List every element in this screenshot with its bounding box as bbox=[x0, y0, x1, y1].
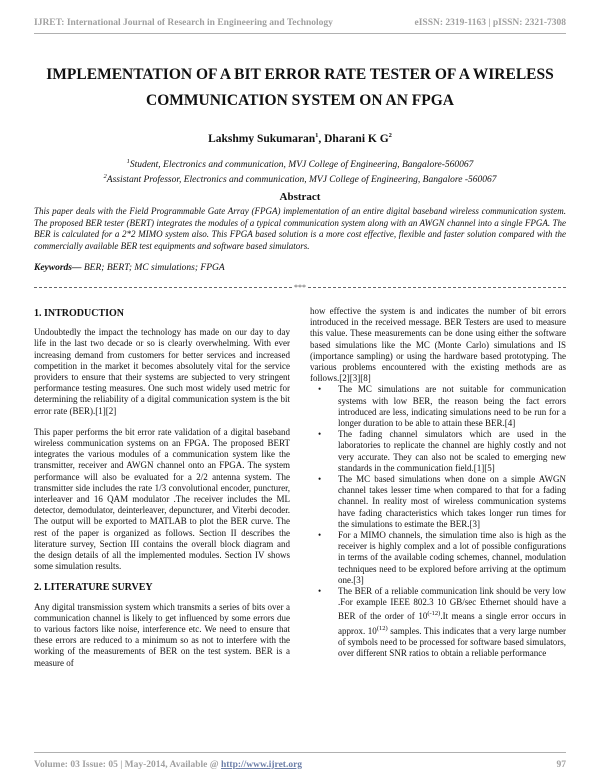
footer-volume-text: Volume: 03 Issue: 05 | May-2014, Available @ bbox=[34, 760, 221, 770]
section-literature-heading: 2. LITERATURE SURVEY bbox=[34, 582, 153, 594]
intro-paragraph-2: This paper performs the bit error rate validation of a digital baseband wireless communication systems on an FPGA. The proposed BERT integrates the various modules of a communication system like the transmitter, receiver and AWGN channel onto an FPGA. The system performance will also be evaluated for a 2/2 antenna system. The transmitter side includes the rate 1/3 convolutional encoder, puncturer, interleaver and 16 QAM modulator .The receiver includes the ML detector, demodulator, deinterleaver, depuncturer, and Viterbi decoder. The output will be exported to MATLAB to plot the BER curve. The rest of the paper is organized as follows. Section II describes the literature survey, Section III contains the overall block diagram and the design details of all the implemented modules. Section IV shows some simulation results. bbox=[34, 426, 290, 572]
literature-paragraph-1: Any digital transmission system which transmits a series of bits over a communication channel is likely to get influenced by some errors due to various factors like noise, interference etc. We need to ensure that these errors are reduced to a minimum so as not to interfere with the working of the measurements of BER on the test system. BER is a measure of bbox=[34, 601, 290, 668]
aff-1-sup: 1 bbox=[126, 158, 130, 165]
page-number: 97 bbox=[556, 760, 566, 770]
author-separator: , bbox=[318, 132, 325, 145]
affiliation-1 bbox=[30, 156, 570, 171]
right-column bbox=[310, 306, 566, 659]
author-2-sup: 2 bbox=[388, 132, 392, 139]
author-2: Dharani K G bbox=[324, 132, 389, 145]
affiliation-2 bbox=[30, 171, 570, 186]
keywords-text: BER; BERT; MC simulations; FPGA bbox=[81, 263, 225, 273]
aff-1-text: Student, Electronics and communication, MVJ College of Engineering, Bangalore-560067 bbox=[129, 160, 474, 171]
list-item bbox=[338, 586, 566, 659]
keywords-label: Keywords— bbox=[34, 263, 82, 273]
separator-dash-right bbox=[308, 287, 566, 288]
ber-text-c: samples. This indicates that a very large number of symbols need to be processed for software based simulators, over different SNR ratios to obtain a reliable performance bbox=[338, 625, 566, 659]
abstract-heading: Abstract bbox=[279, 191, 321, 203]
ber-text-b: .It means a single error occurs in approx. 10 bbox=[338, 611, 566, 636]
issn: eISSN: 2319-1163 | pISSN: 2321-7308 bbox=[414, 18, 566, 28]
separator-stars: *** bbox=[294, 282, 306, 292]
list-item: • The fading channel simulators which are used in the laboratories to replicate the channel are highly costly and not very accurate. They can also not be scaled to emerging new standards in the communication field.[1][5] bbox=[338, 429, 566, 474]
literature-paragraph-2: how effective the system is and indicates the number of bit errors introduced in the received message. BER Testers are used to measure this value. These measurements can be done using either the software based simulations like the MC (Monte Carlo) simulations and IS (importance sampling) or using the hardware based prototyping. The various problems encountered with the existing methods are as follows.[2][3][8] bbox=[310, 306, 566, 384]
author-1-sup: 1 bbox=[315, 132, 319, 139]
list-item: • The MC simulations are not suitable for communication systems with low BER, the reason being the fact errors introduced are less, indicating simulations need to be run for a longer duration to be able to attain these BER.[4] bbox=[338, 384, 566, 429]
aff-2-sup: 2 bbox=[103, 173, 107, 181]
paper-title: IMPLEMENTATION OF A BIT ERROR RATE TESTER OF A WIRELESS COMMUNICATION SYSTEM ON AN FPGA bbox=[46, 66, 554, 109]
separator-dash-left bbox=[34, 287, 292, 288]
header-rule bbox=[34, 33, 566, 34]
section-introduction-heading: 1. INTRODUCTION bbox=[34, 308, 125, 319]
journal-name: IJRET: International Journal of Research in Engineering and Technology bbox=[34, 18, 333, 28]
ber-text-a: The BER of a reliable communication link should be very low .For example IEEE 802.3 10 GB/sec Ethernet should have a BER of the order of 10 bbox=[338, 586, 566, 622]
ber-exp-2: (12) bbox=[376, 624, 388, 632]
footer-volume bbox=[34, 760, 302, 770]
problems-list bbox=[310, 384, 566, 659]
ber-exp-1: (-12) bbox=[427, 610, 441, 618]
keywords bbox=[34, 263, 225, 273]
intro-paragraph-1: Undoubtedly the impact the technology has made on our day to day life in the last two decade or so is clearly overwhelming. With ever increasing demand from customers for better services and increased competition in the market it becomes absolutely vital for the service providers to ensure that their systems are subjected to very stringent performance testing measures. One such most widely used metric for determining the reliability of a digital communication system is the bit error rate (BER).[1][2] bbox=[34, 327, 290, 416]
affiliations bbox=[30, 156, 570, 186]
section-separator bbox=[34, 282, 566, 292]
abstract-text: This paper deals with the Field Programmable Gate Array (FPGA) implementation of an entire digital baseband wireless communication system. The proposed BER tester (BERT) integrates the modules of a typical communication system along with an AWGN channel into a single FPGA. The BER is calculated for a 2*2 MIMO system also. This FPGA based solution is a more cost effective, flexible and faster solution compared with the commercially available BER test equipments and software based simulators. bbox=[34, 206, 566, 251]
running-header bbox=[34, 18, 566, 28]
footer-rule bbox=[34, 752, 566, 753]
journal-link[interactable]: http://www.ijret.org bbox=[220, 760, 303, 770]
left-column bbox=[34, 306, 290, 679]
author-1: Lakshmy Sukumaran bbox=[208, 132, 316, 145]
aff-2-text: Assistant Professor, Electronics and communication, MVJ College of Engineering, Bangalore -560067 bbox=[106, 175, 497, 186]
list-item: • For a MIMO channels, the simulation time also is high as the receiver is highly complex and a lot of possible configurations in terms of the available coding schemes, channel, modulation techniques need to be explored before arriving at the optimum one.[3] bbox=[338, 530, 566, 586]
running-footer bbox=[34, 760, 566, 770]
list-item: • The MC based simulations when done on a simple AWGN channel takes lesser time when compared to that for a fading channel. In reality most of wireless communication systems have fading characteristics which takes longer run times for the simulations to estimate the BER.[3] bbox=[338, 474, 566, 530]
authors bbox=[30, 132, 570, 145]
